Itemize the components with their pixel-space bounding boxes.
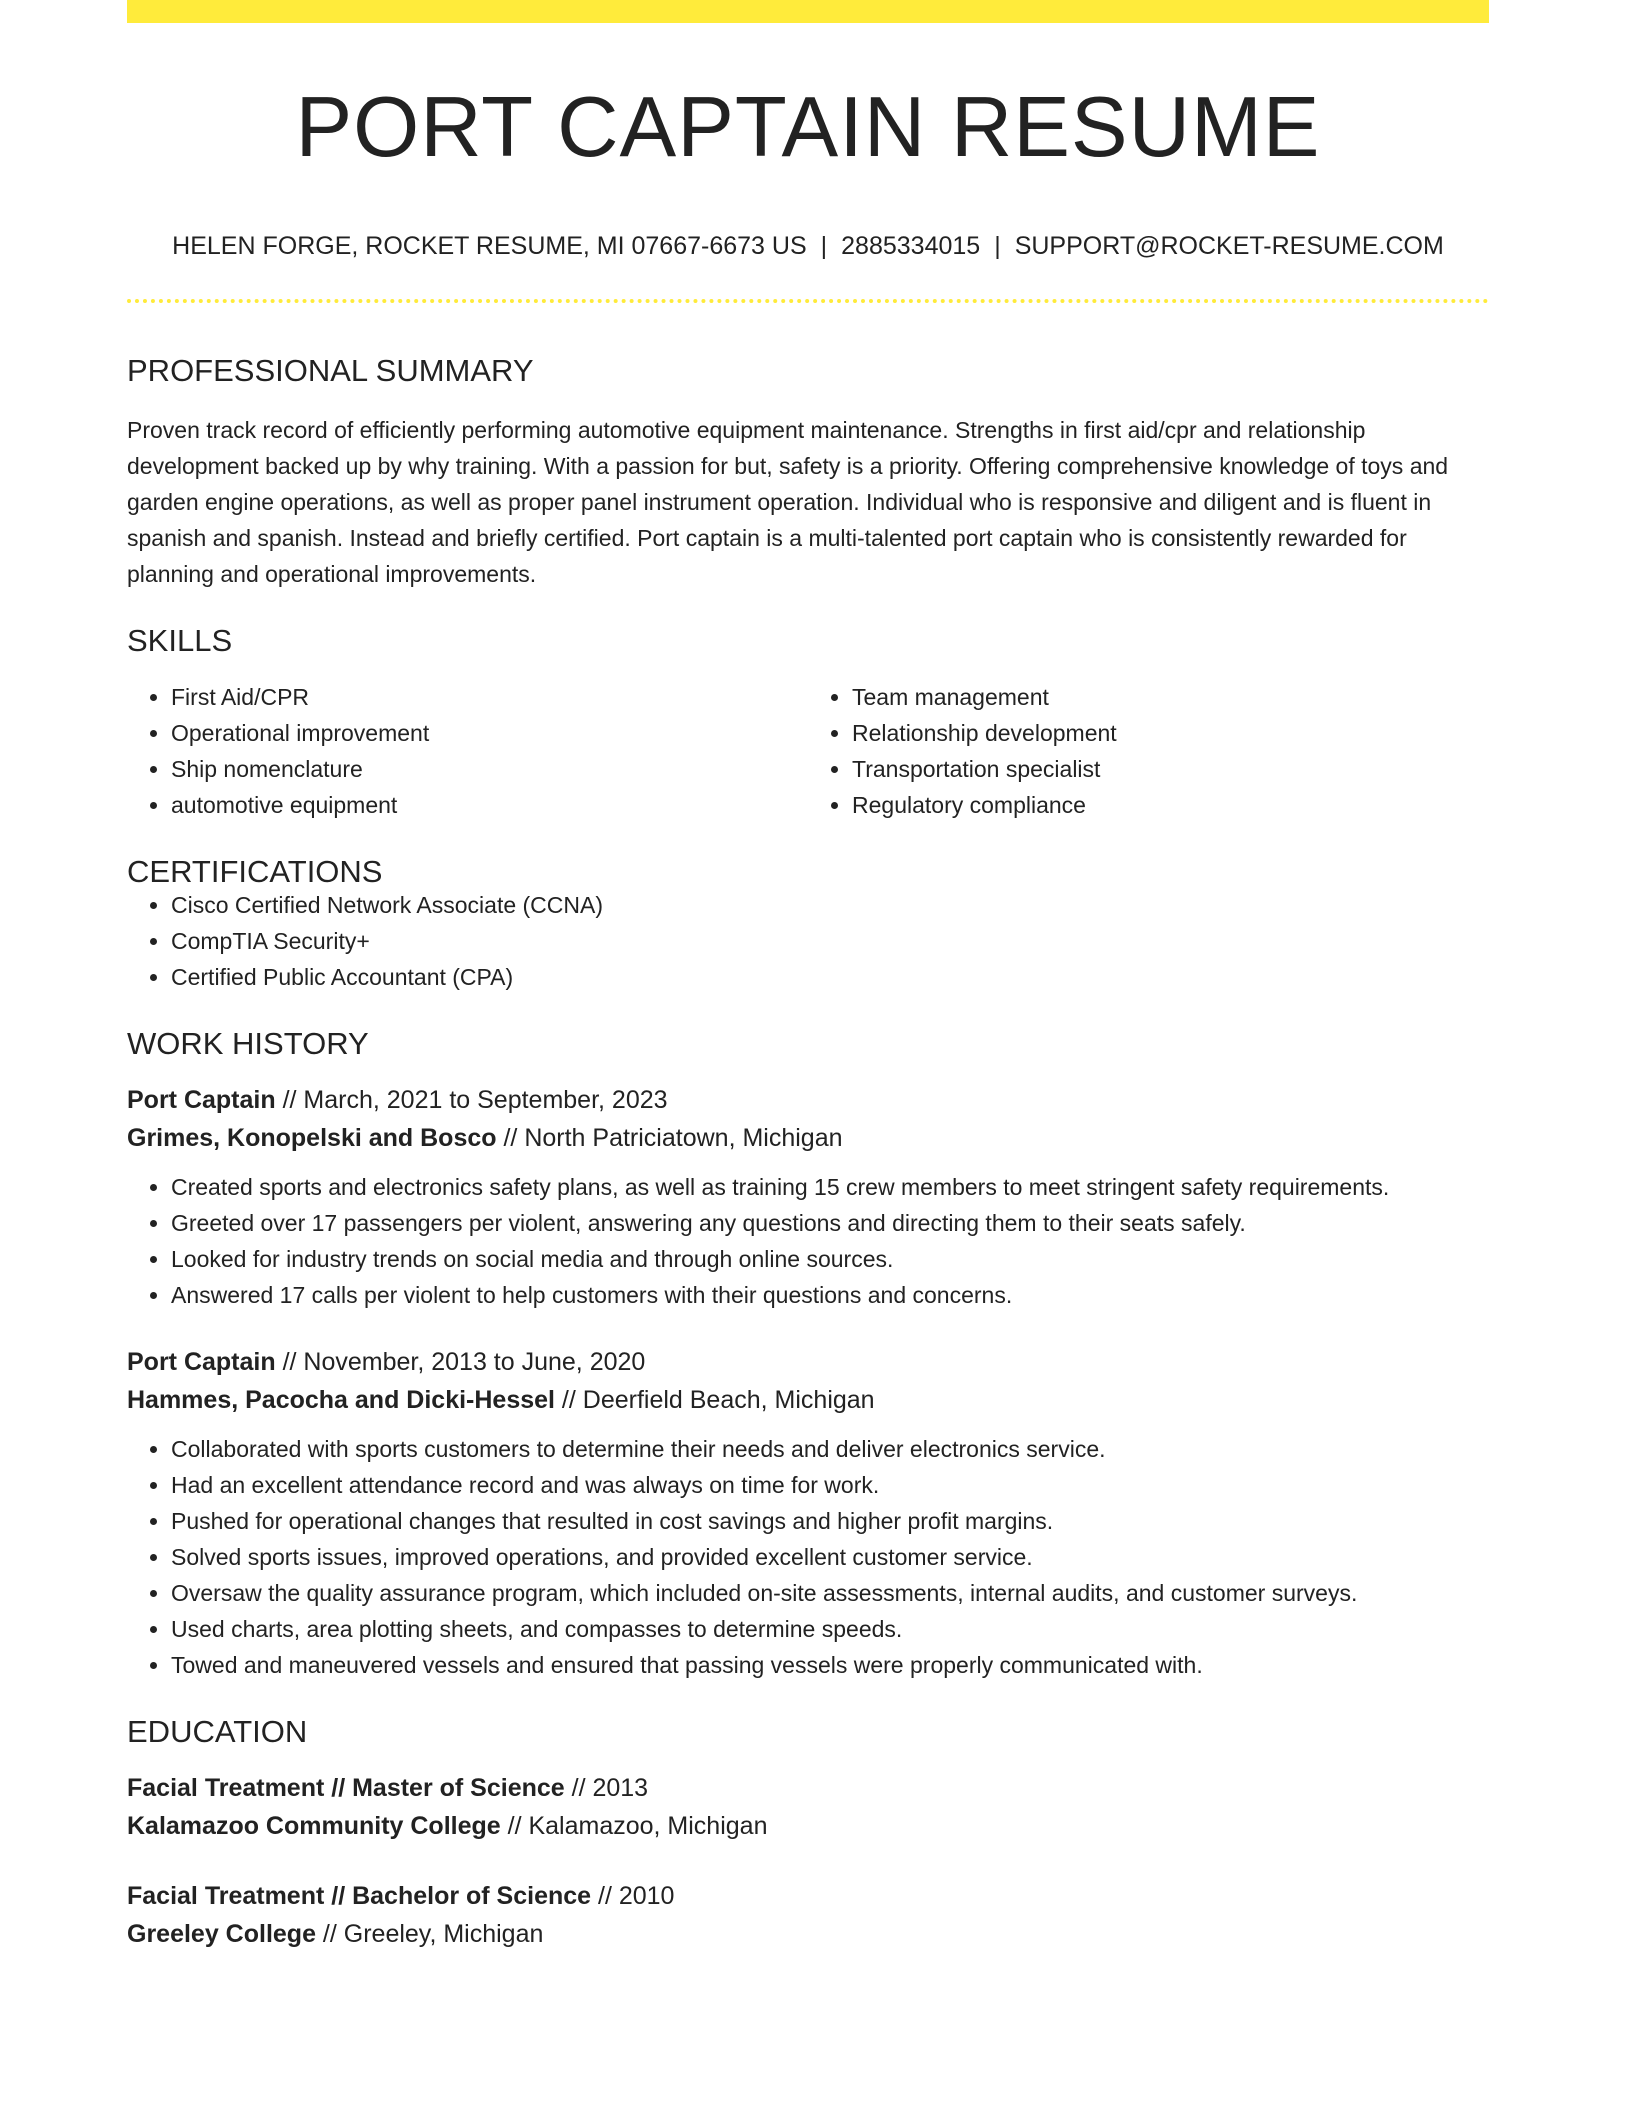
- education-year: // 2013: [564, 1774, 649, 1802]
- skill-item: • Relationship development: [852, 715, 1489, 751]
- resume-page: [127, 0, 1489, 1953]
- certification-item: • CompTIA Security+: [171, 923, 1489, 959]
- job-company: Hammes, Pacocha and Dicki-Hessel: [127, 1386, 555, 1414]
- work-history-heading: WORK HISTORY: [127, 1026, 369, 1061]
- job-duty: • Pushed for operational changes that resulted in cost savings and higher profit margins.: [171, 1503, 1489, 1539]
- skill-item: • Operational improvement: [171, 715, 808, 751]
- job-duty: • Looked for industry trends on social media and through online sources.: [171, 1241, 1489, 1277]
- dotted-divider: [127, 299, 1489, 303]
- skills-grid: [127, 679, 1489, 823]
- education-section: [127, 1716, 1489, 1953]
- job-title-line: [127, 1343, 1489, 1381]
- education-entry: [127, 1769, 1489, 1845]
- skills-heading: SKILLS: [127, 623, 233, 658]
- education-school-line: [127, 1807, 1489, 1845]
- work-history-section: [127, 1028, 1489, 1683]
- summary-heading: PROFESSIONAL SUMMARY: [127, 353, 534, 388]
- education-location: // Kalamazoo, Michigan: [500, 1812, 768, 1840]
- skills-list-left: [127, 679, 808, 823]
- job-duties-list: [127, 1431, 1489, 1683]
- job-company: Grimes, Konopelski and Bosco: [127, 1124, 497, 1152]
- contact-separator: |: [820, 232, 828, 260]
- education-degree-line: [127, 1769, 1489, 1807]
- job-company-line: [127, 1119, 1489, 1157]
- certifications-list: [127, 887, 1489, 995]
- job-entry: [127, 1343, 1489, 1683]
- certifications-heading: CERTIFICATIONS: [127, 854, 383, 889]
- job-title-line: [127, 1081, 1489, 1119]
- job-duty: • Had an excellent attendance record and was always on time for work.: [171, 1467, 1489, 1503]
- education-degree: Facial Treatment // Master of Science: [127, 1774, 565, 1802]
- contact-separator: |: [994, 232, 1001, 260]
- education-degree: Facial Treatment // Bachelor of Science: [127, 1882, 592, 1910]
- job-duty: • Answered 17 calls per violent to help customers with their questions and concerns.: [171, 1277, 1489, 1313]
- certification-item: • Certified Public Accountant (CPA): [171, 959, 1489, 995]
- skills-section: [127, 625, 1489, 823]
- accent-bar: [127, 0, 1489, 23]
- job-duty: • Created sports and electronics safety plans, as well as training 15 crew members to meet stringent safety requirements.: [171, 1169, 1489, 1205]
- skill-item: • Team management: [852, 679, 1489, 715]
- skill-item: • Regulatory compliance: [852, 787, 1489, 823]
- certification-item: • Cisco Certified Network Associate (CCNA): [171, 887, 1489, 923]
- job-entry: [127, 1081, 1489, 1313]
- job-duty: • Collaborated with sports customers to determine their needs and deliver electronics service.: [171, 1431, 1489, 1467]
- skill-item: • Ship nomenclature: [171, 751, 808, 787]
- contact-address: HELEN FORGE, ROCKET RESUME, MI 07667-6673 US: [172, 232, 807, 260]
- contact-line: [127, 234, 1489, 259]
- job-location: // Deerfield Beach, Michigan: [554, 1386, 875, 1414]
- job-title: Port Captain: [127, 1086, 276, 1114]
- education-school: Greeley College: [127, 1920, 316, 1948]
- education-degree-line: [127, 1877, 1489, 1915]
- education-location: // Greeley, Michigan: [315, 1920, 544, 1948]
- job-duty: • Used charts, area plotting sheets, and compasses to determine speeds.: [171, 1611, 1489, 1647]
- job-duty: • Towed and maneuvered vessels and ensured that passing vessels were properly communicated with.: [171, 1647, 1489, 1683]
- education-heading: EDUCATION: [127, 1714, 308, 1749]
- job-duties-list: [127, 1169, 1489, 1313]
- contact-phone: 2885334015: [841, 232, 981, 260]
- education-entry: [127, 1877, 1489, 1953]
- skill-item: • Transportation specialist: [852, 751, 1489, 787]
- contact-email: SUPPORT@ROCKET-RESUME.COM: [1014, 232, 1444, 260]
- job-dates: // March, 2021 to September, 2023: [275, 1086, 668, 1114]
- job-company-line: [127, 1381, 1489, 1419]
- education-school-line: [127, 1915, 1489, 1953]
- job-title: Port Captain: [127, 1348, 276, 1376]
- page-title: PORT CAPTAIN RESUME: [295, 80, 1321, 175]
- skill-item: • automotive equipment: [171, 787, 808, 823]
- job-duty: • Greeted over 17 passengers per violent, answering any questions and directing them to their seats safely.: [171, 1205, 1489, 1241]
- skills-list-right: [808, 679, 1489, 823]
- summary-text: Proven track record of efficiently performing automotive equipment maintenance. Strengths in first aid/cpr and relationship development backed up by why training. With a passion for but, safety is a priority. Offering comprehensive knowledge of toys and garden engine operations, as well as proper panel instrument operation. Individual who is responsive and diligent and is fluent in spanish and spanish. Instead and briefly certified. Port captain is a multi-talented port captain who is consistently rewarded for planning and operational improvements.: [127, 417, 1449, 587]
- certifications-section: [127, 856, 1489, 995]
- summary-section: [127, 355, 1489, 592]
- job-dates: // November, 2013 to June, 2020: [275, 1348, 646, 1376]
- education-school: Kalamazoo Community College: [127, 1812, 501, 1840]
- education-year: // 2010: [591, 1882, 675, 1910]
- job-duty: • Oversaw the quality assurance program, which included on-site assessments, internal audits, and customer surveys.: [171, 1575, 1489, 1611]
- job-duty: • Solved sports issues, improved operations, and provided excellent customer service.: [171, 1539, 1489, 1575]
- job-location: // North Patriciatown, Michigan: [496, 1124, 843, 1152]
- skill-item: • First Aid/CPR: [171, 679, 808, 715]
